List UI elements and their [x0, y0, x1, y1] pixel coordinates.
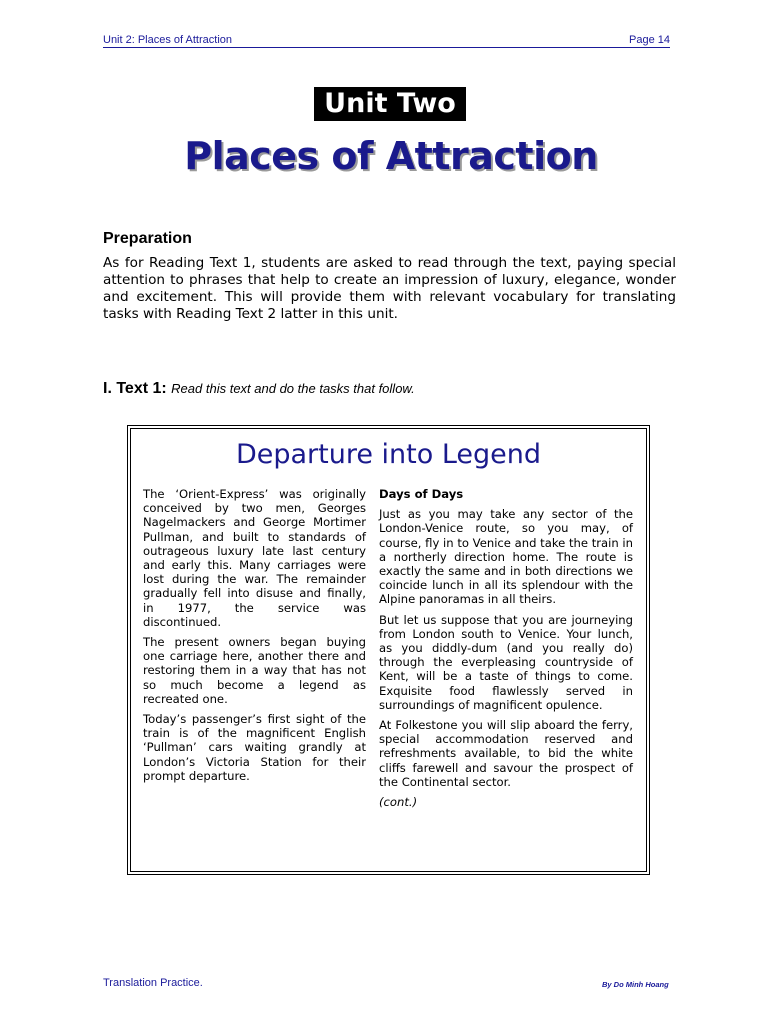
reading-text-frame: [130, 428, 647, 872]
preparation-heading: Preparation: [103, 230, 192, 247]
paragraph: But let us suppose that you are journeying from London south to Venice. Your lunch, as you diddly-dum (and you really do) through the everpleasing countryside of Kent, will be a taste of things to come. Exquisite food flawlessly served in surroundings of magnificent opulence.: [379, 612, 633, 712]
text1-label: I. Text 1:: [103, 380, 167, 397]
section-heading: Days of Days: [379, 487, 464, 501]
paragraph: The ‘Orient-Express’ was originally conceived by two men, Georges Nagelmackers and George Mortimer Pullman, and built to standards of outrageous luxury late last century and early this. Many carriages were lost during the war. The remainder gradually fell into disuse and finally, in 1977, the service was discontinued.: [143, 487, 366, 629]
reading-text-left-column: [143, 487, 366, 789]
header-unit-title: Unit 2: Places of Attraction: [103, 34, 233, 46]
continued-note: (cont.): [379, 795, 418, 810]
header-page-number: Page 14: [629, 34, 670, 46]
paragraph: The present owners began buying one carriage here, another there and restoring them in a way that has not so much become a legend as recreated one.: [143, 635, 366, 706]
text1-heading: [103, 380, 415, 398]
reading-text-title: Departure into Legend: [235, 439, 542, 470]
paragraph: Just as you may take any sector of the London-Venice route, so you may, of course, fly in to Venice and take the train in a northerly direction home. The route is exactly the same and in both directions we coincide lunch in all its splendour with the Alpine panoramas in all theirs.: [379, 507, 633, 607]
page-title: Places of Attraction: [184, 134, 598, 178]
footer-course-title: Translation Practice.: [103, 977, 203, 989]
paragraph: Today’s passenger’s first sight of the train is of the magnificent English ‘Pullman’ cars waiting grandly at London’s Victoria Station for their prompt departure.: [143, 712, 366, 783]
paragraph: At Folkestone you will slip aboard the ferry, special accommodation reserved and refreshments available, to bid the white cliffs farewell and savour the prospect of the Continental sector.: [379, 718, 633, 789]
page-header: [103, 34, 670, 48]
text1-instruction: Read this text and do the tasks that follow.: [171, 381, 415, 396]
reading-text-box: [127, 425, 650, 875]
preparation-text: As for Reading Text 1, students are asked to read through the text, paying special attention to phrases that help to create an impression of luxury, elegance, wonder and excitement. This will provide them with relevant vocabulary for translating tasks with Reading Text 2 latter in this unit.: [103, 255, 676, 322]
footer-author: By Do Minh Hoang: [602, 980, 669, 989]
unit-label: Unit Two: [314, 87, 466, 121]
reading-text-right-column: [379, 487, 633, 815]
